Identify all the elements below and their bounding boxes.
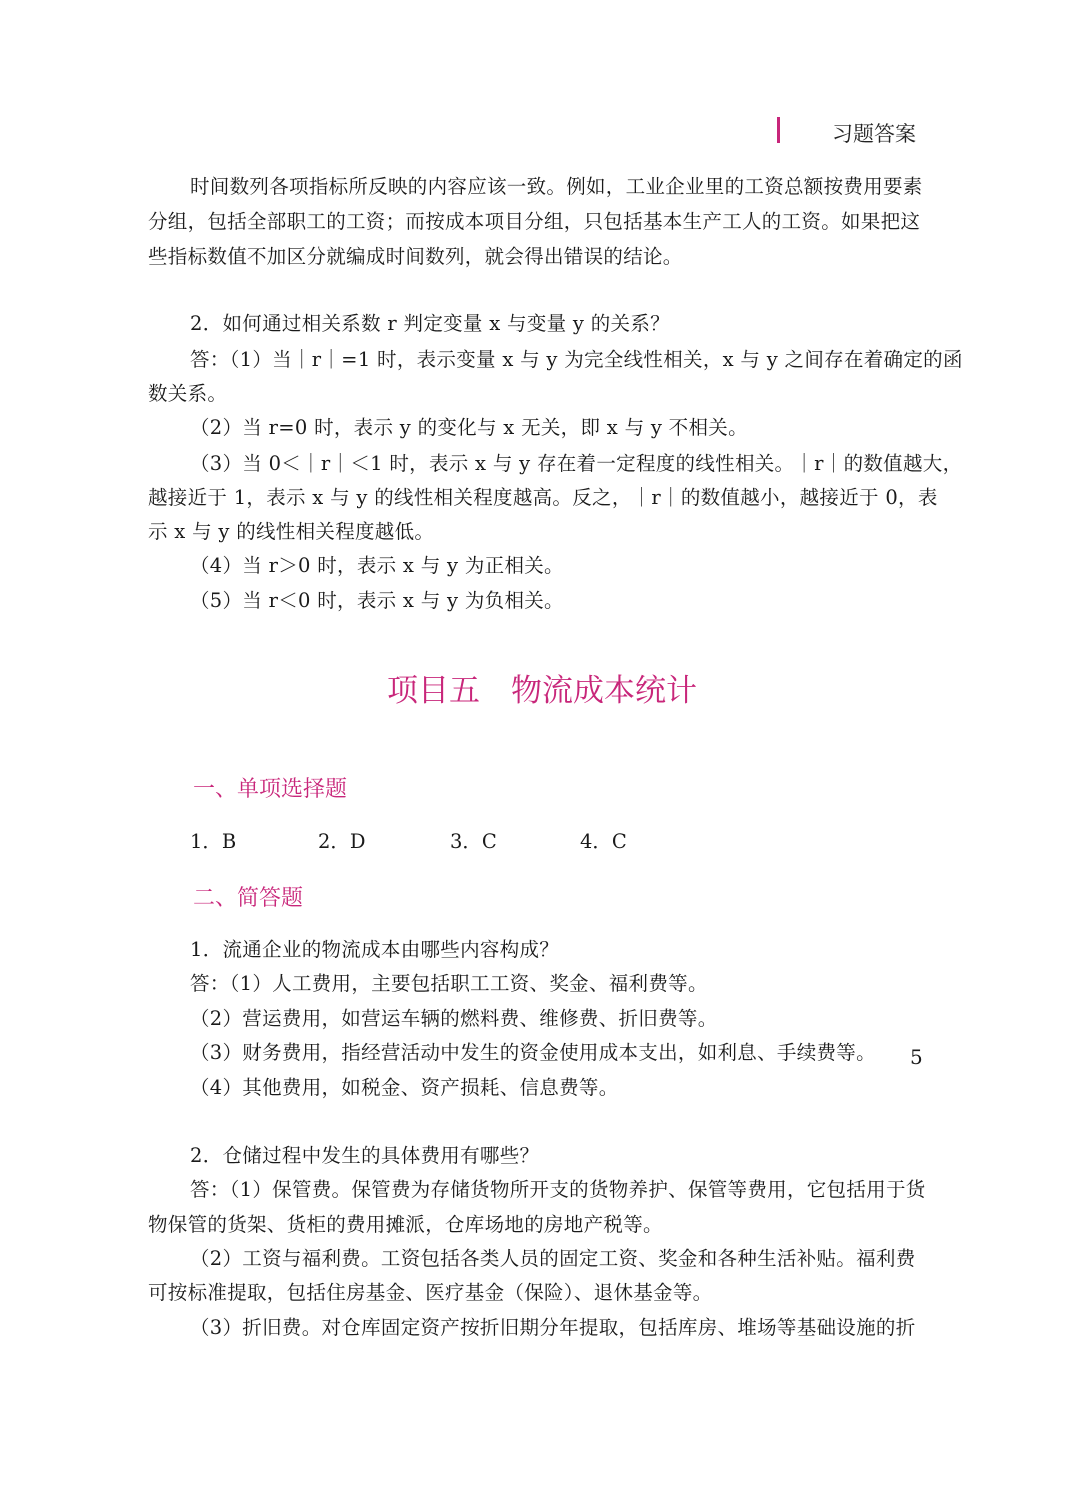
- short-question-2: 2．仓储过程中发生的具体费用有哪些？: [190, 1144, 540, 1167]
- subsection-short-answer: 二、简答题: [193, 886, 304, 911]
- intro-line-1: 时间数列各项指标所反映的内容应该一致。例如，工业企业里的工资总额按费用要素: [190, 175, 923, 198]
- short-answer-2-3-line-1: （3）折旧费。对仓库固定资产按折旧期分年提取，包括库房、堆场等基础设施的折: [190, 1316, 916, 1339]
- short-answer-2-2-line-2: 可按标准提取，包括住房基金、医疗基金（保险）、退休基金等。: [148, 1281, 713, 1304]
- short-answer-2-1-line-2: 物保管的货架、货柜的费用摊派，仓库场地的房地产税等。: [148, 1213, 663, 1236]
- answer-2-3-line-1: （3）当 0＜｜r｜＜1 时，表示 x 与 y 存在着一定程度的线性相关。｜r｜的数值越大，: [190, 452, 963, 475]
- choice-answer-3: 3．C: [450, 830, 497, 853]
- subsection-multiple-choice: 一、单项选择题: [193, 777, 348, 802]
- short-question-1: 1．流通企业的物流成本由哪些内容构成？: [190, 938, 560, 961]
- answer-2-3-line-2: 越接近于 1，表示 x 与 y 的线性相关程度越高。反之，｜r｜的数值越小，越接近于 0，表: [148, 486, 938, 509]
- short-answer-1-2: （2）营运费用，如营运车辆的燃料费、维修费、折旧费等。: [190, 1007, 718, 1030]
- answer-2-1-line-1: 答：（1）当｜r｜=1 时，表示变量 x 与 y 为完全线性相关，x 与 y 之间存在着确定的函: [190, 348, 963, 371]
- answer-2-5: （5）当 r＜0 时，表示 x 与 y 为负相关。: [190, 589, 564, 612]
- section-title: 项目五 物流成本统计: [387, 673, 697, 709]
- answer-2-2: （2）当 r=0 时，表示 y 的变化与 x 无关，即 x 与 y 不相关。: [190, 416, 748, 439]
- page-number: 5: [910, 1045, 923, 1069]
- short-answer-1-1: 答：（1）人工费用，主要包括职工工资、奖金、福利费等。: [190, 972, 708, 995]
- choice-answer-2: 2．D: [318, 830, 366, 853]
- header-accent-bar: [777, 117, 780, 143]
- intro-line-3: 些指标数值不加区分就编成时间数列，就会得出错误的结论。: [148, 245, 683, 268]
- running-header-title: 习题答案: [832, 122, 916, 146]
- question-2: 2．如何通过相关系数 r 判定变量 x 与变量 y 的关系？: [190, 312, 670, 335]
- choice-answer-1: 1．B: [190, 830, 237, 853]
- short-answer-1-3: （3）财务费用，指经营活动中发生的资金使用成本支出，如利息、手续费等。: [190, 1041, 876, 1064]
- short-answer-1-4: （4）其他费用，如税金、资产损耗、信息费等。: [190, 1076, 619, 1099]
- answer-2-3-line-3: 示 x 与 y 的线性相关程度越低。: [148, 520, 435, 543]
- answer-2-4: （4）当 r＞0 时，表示 x 与 y 为正相关。: [190, 554, 564, 577]
- short-answer-2-2-line-1: （2）工资与福利费。工资包括各类人员的固定工资、奖金和各种生活补贴。福利费: [190, 1247, 916, 1270]
- intro-line-2: 分组，包括全部职工的工资；而按成本项目分组，只包括基本生产工人的工资。如果把这: [148, 210, 921, 233]
- short-answer-2-1-line-1: 答：（1）保管费。保管费为存储货物所开支的货物养护、保管等费用，它包括用于货: [190, 1178, 926, 1201]
- answer-2-1-line-2: 数关系。: [148, 382, 228, 405]
- choice-answer-4: 4．C: [580, 830, 627, 853]
